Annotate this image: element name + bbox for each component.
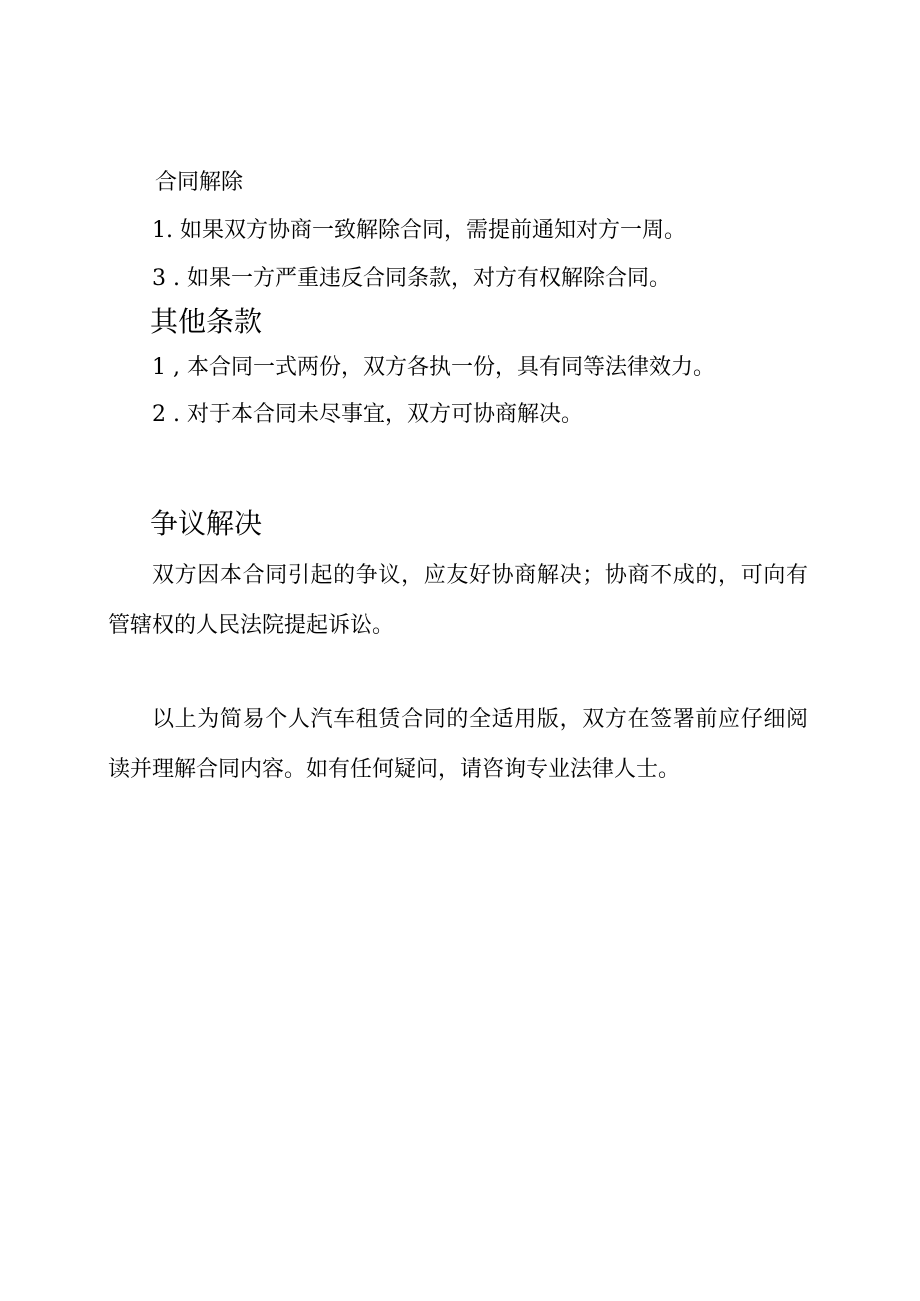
closing-paragraph: 以上为简易个人汽车租赁合同的全适用版，双方在签署前应仔细阅读并理解合同内容。如有任何疑问，请咨询专业法律人士。 <box>108 707 808 782</box>
dispute-paragraph: 双方因本合同引起的争议，应友好协商解决；协商不成的，可向有管辖权的人民法院提起诉讼。 <box>108 563 808 638</box>
section-title-termination: 合同解除 <box>155 170 244 195</box>
section-title-other-terms: 其他条款 <box>150 305 263 338</box>
other-terms-item-2: 2 . 对于本合同未尽事宜，双方可协商解决。 <box>152 402 583 427</box>
other-terms-item-1: 1 , 本合同一式两份，双方各执一份，具有同等法律效力。 <box>152 355 715 380</box>
termination-item-1: 1. 如果双方协商一致解除合同，需提前通知对方一周。 <box>152 218 686 243</box>
section-title-dispute: 争议解决 <box>150 507 263 540</box>
termination-item-2: 3 . 如果一方严重违反合同条款，对方有权解除合同。 <box>152 266 671 291</box>
